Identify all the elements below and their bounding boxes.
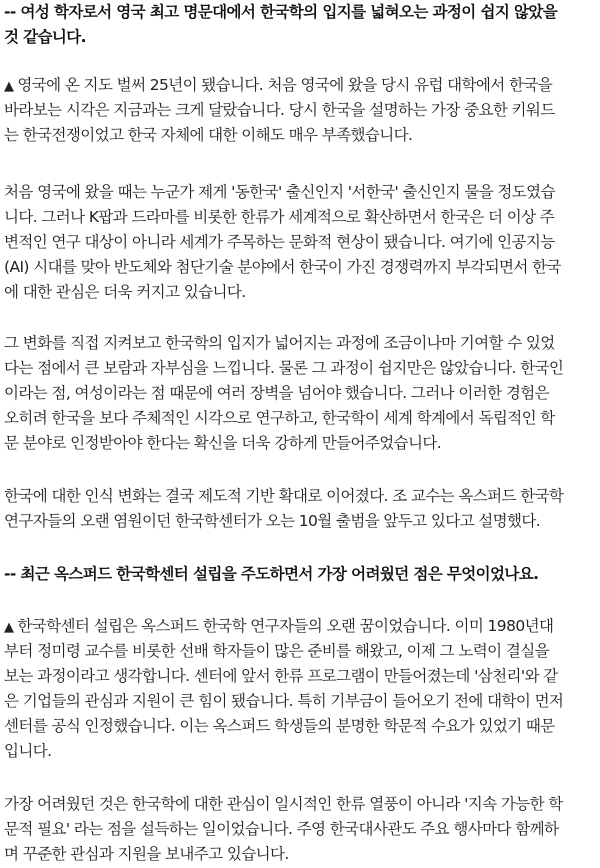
answer-1-line: 오히려 한국을 보다 주체적인 시각으로 연구하고, 한국학이 세계 학계에서 독립적인 학	[4, 409, 555, 427]
answer-1-line: 변적인 연구 대상이 아니라 세계가 주목하는 문화적 현상이 됐습니다. 여기에 인공지능	[4, 233, 555, 251]
answer-1-line: 바라보는 시각은 지금과는 크게 달랐습니다. 당시 한국을 설명하는 가장 중요한 키워드	[4, 101, 555, 119]
question-2-line: -- 최근 옥스퍼드 한국학센터 설립을 주도하면서 가장 어려웠던 점은 무엇이었나요.	[4, 565, 539, 583]
answer-1-line: 에 대한 관심은 더욱 커지고 있습니다.	[4, 283, 246, 301]
question-1-line: 것 같습니다.	[4, 28, 86, 46]
answer-1-paragraph-1	[4, 73, 596, 148]
answer-2-line: 보는 과정이라고 생각합니다. 센터에 앞서 한류 프로그램이 만들어졌는데 '삼천리'와 같	[4, 667, 558, 685]
answer-marker-icon: ▲	[4, 620, 14, 635]
answer-1-line: 처음 영국에 왔을 때는 누군가 제게 '동한국' 출신인지 '서한국' 출신인지 물을 정도였습	[4, 183, 555, 201]
answer-marker-icon: ▲	[4, 79, 14, 94]
answer-1-line: 그 변화를 직접 지켜보고 한국학의 입지가 넓어지는 과정에 조금이나마 기여할 수 있었	[4, 334, 555, 352]
answer-1-paragraph-2	[4, 180, 596, 305]
answer-2-paragraph-1	[4, 614, 596, 764]
answer-2-line: 입니다.	[4, 742, 52, 760]
answer-2-line: 부터 정미령 교수를 비롯한 선배 학자들이 많은 준비를 해왔고, 이제 그 노력이 결실을	[4, 642, 549, 660]
narration-paragraph	[4, 484, 596, 534]
answer-1-line: 니다. 그러나 K팝과 드라마를 비롯한 한류가 세계적으로 확산하면서 한국은 더 이상 주	[4, 208, 555, 226]
narration-line: 한국에 대한 인식 변화는 결국 제도적 기반 확대로 이어졌다. 조 교수는 옥스퍼드 한국학	[4, 487, 564, 505]
answer-1-line: (AI) 시대를 맞아 반도체와 첨단기술 분야에서 한국이 가진 경쟁력까지 부각되면서 한국	[4, 258, 561, 276]
narration-line: 연구자들의 오랜 염원이던 한국학센터가 오는 10월 출범을 앞두고 있다고 설명했다.	[4, 512, 541, 530]
answer-2-paragraph-2	[4, 792, 596, 867]
answer-2-line-text: 한국학센터 설립은 옥스퍼드 한국학 연구자들의 오랜 꿈이었습니다. 이미 1980년대	[17, 617, 554, 635]
answer-1-paragraph-3	[4, 331, 596, 456]
answer-1-line	[4, 73, 596, 98]
question-2	[4, 562, 596, 587]
answer-2-line: 가장 어려웠던 것은 한국학에 대한 관심이 일시적인 한류 열풍이 아니라 '지속 가능한 학	[4, 795, 563, 813]
answer-2-line: 문적 필요' 라는 점을 설득하는 일이었습니다. 주영 한국대사관도 주요 행사마다 함께하	[4, 820, 559, 838]
question-1-line: -- 여성 학자로서 영국 최고 명문대에서 한국학의 입지를 넓혀오는 과정이 쉽지 않았을	[4, 3, 558, 21]
answer-1-line: 는 한국전쟁이었고 한국 자체에 대한 이해도 매우 부족했습니다.	[4, 126, 413, 144]
question-1	[4, 0, 596, 50]
answer-1-line-text: 영국에 온 지도 벌써 25년이 됐습니다. 처음 영국에 왔을 당시 유럽 대학에서 한국을	[17, 76, 553, 94]
answer-1-line: 문 분야로 인정받아야 한다는 확신을 더욱 강하게 만들어주었습니다.	[4, 434, 442, 452]
answer-2-line: 센터를 공식 인정했습니다. 이는 옥스퍼드 학생들의 분명한 학문적 수요가 있었기 때문	[4, 717, 555, 735]
answer-2-line: 은 기업들의 관심과 지원이 큰 힘이 됐습니다. 특히 기부금이 들어오기 전에 대학이 먼저	[4, 692, 564, 710]
answer-2-line: 며 꾸준한 관심과 지원을 보내주고 있습니다.	[4, 845, 289, 863]
answer-2-line	[4, 614, 596, 639]
answer-1-line: 이라는 점, 여성이라는 점 때문에 여러 장벽을 넘어야 했습니다. 그러나 이러한 경험은	[4, 384, 549, 402]
answer-1-line: 다는 점에서 큰 보람과 자부심을 느낍니다. 물론 그 과정이 쉽지만은 않았습니다. 한국인	[4, 359, 564, 377]
